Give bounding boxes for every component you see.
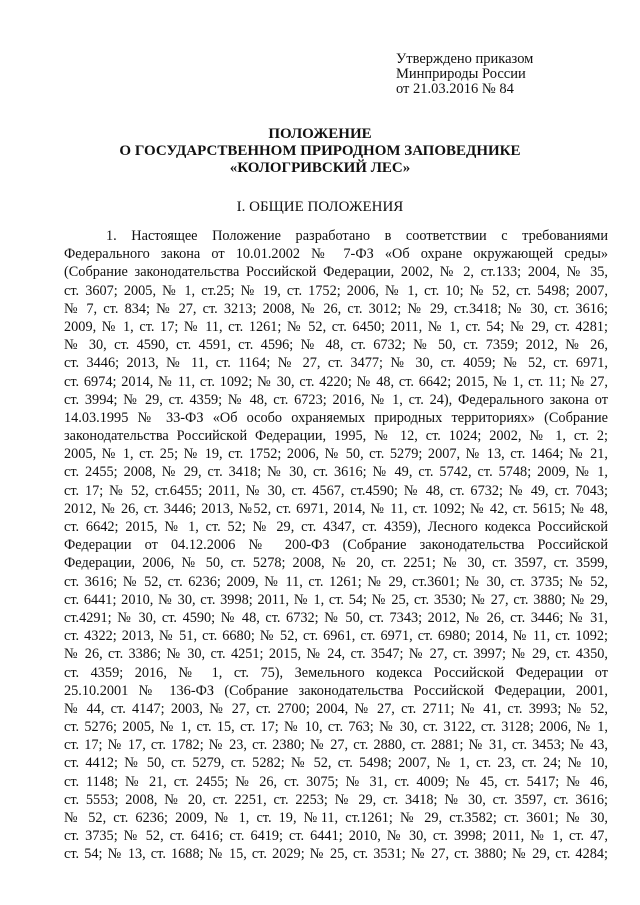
- approval-line-3: от 21.03.2016 № 84: [396, 81, 514, 97]
- paragraph-line: ст. 4322; 2013, № 51, ст. 6680; № 52, ст. 6961, ст. 6971, ст. 6980; 2014, № 11, ст. 1092;: [64, 628, 608, 645]
- section-heading: I. ОБЩИЕ ПОЛОЖЕНИЯ: [236, 199, 404, 215]
- paragraph-line: ст. 3994; № 29, ст. 4359; № 48, ст. 6723; 2016, № 1, ст. 24), Федерального закона от: [64, 391, 608, 408]
- paragraph-line: ст. 17; № 17, ст. 1782; № 23, ст. 2380; № 27, ст. 2880, ст. 2881; № 31, ст. 3453; № 43,: [64, 737, 608, 754]
- paragraph-line: 1. Настоящее Положение разработано в соответствии с требованиями: [106, 228, 608, 244]
- paragraph-line: ст. 4412; № 50, ст. 5279, ст. 5282; № 52, ст. 5498; 2007, № 1, ст. 23, ст. 24; № 10,: [64, 755, 608, 772]
- paragraph-line: (Собрание законодательства Российской Федерации, 2002, № 2, ст.133; 2004, № 35,: [64, 264, 608, 281]
- paragraph-line: ст. 6441; 2010, № 30, ст. 3998; 2011, № 1, ст. 54; № 25, ст. 3530; № 27, ст. 3880; № 29,: [64, 591, 608, 608]
- paragraph-line: Федерального закона от 10.01.2002 № 7-ФЗ «Об охране окружающей среды»: [64, 246, 608, 263]
- paragraph-line: 2005, № 1, ст. 25; № 19, ст. 1752; 2006, № 50, ст. 5279; 2007, № 13, ст. 1464; № 21,: [64, 446, 608, 463]
- paragraph-line: ст.4291; № 30, ст. 4590; № 48, ст. 6732; № 50, ст. 7343; 2012, № 26, ст. 3446; № 31,: [64, 609, 608, 626]
- paragraph-line: законодательства Российской Федерации, 1995, № 12, ст. 1024; 2002, № 1, ст. 2;: [64, 428, 608, 445]
- paragraph-line: ст. 2455; 2008, № 29, ст. 3418; № 30, ст. 3616; № 49, ст. 5742, ст. 5748; 2009, № 1,: [64, 464, 608, 481]
- paragraph-line: 25.10.2001 № 136-ФЗ (Собрание законодательства Российской Федерации, 2001,: [64, 682, 608, 699]
- title-line-1: ПОЛОЖЕНИЕ: [268, 126, 372, 142]
- title-line-3: «КОЛОГРИВСКИЙ ЛЕС»: [229, 160, 411, 176]
- paragraph-line: ст. 6974; 2014, № 11, ст. 1092; № 30, ст. 4220; № 48, ст. 6642; 2015, № 1, ст. 11; № 27,: [64, 373, 608, 390]
- paragraph-line: ст. 1148; № 21, ст. 2455; № 26, ст. 3075; № 31, ст. 4009; № 45, ст. 5417; № 46,: [64, 773, 608, 790]
- document-title: [60, 126, 580, 177]
- paragraph-line: ст. 17; № 52, ст.6455; 2011, № 30, ст. 4567, ст.4590; № 48, ст. 6732; № 49, ст. 7043;: [64, 482, 608, 499]
- paragraph-line: ст. 3607; 2005, № 1, ст.25; № 19, ст. 1752; 2006, № 1, ст. 10; № 52, ст. 5498; 2007,: [64, 282, 608, 299]
- paragraph-line: ст. 6642; 2015, № 1, ст. 52; № 29, ст. 4347, ст. 4359), Лесного кодекса Российской: [64, 519, 608, 535]
- paragraph-line: № 7, ст. 834; № 27, ст. 3213; 2008, № 26, ст. 3012; № 29, ст.3418; № 30, ст. 3616;: [64, 300, 608, 317]
- paragraph-line: 14.03.1995 № 33-ФЗ «Об особо охраняемых природных территориях» (Собрание: [64, 409, 608, 426]
- paragraph-line: № 52, ст. 6236; 2009, № 1, ст. 19, №11, ст.1261; № 29, ст.3582; ст. 3601; № 30,: [64, 810, 608, 826]
- paragraph-line: № 26, ст. 3386; № 30, ст. 4251; 2015, № 24, ст. 3547; № 27, ст. 3997; № 29, ст. 4350,: [64, 646, 608, 663]
- paragraph-line: 2012, № 26, ст. 3446; 2013, №52, ст. 6971, 2014, № 11, ст. 1092; № 42, ст. 5615; № 48,: [64, 500, 608, 517]
- approval-stamp: [396, 52, 626, 97]
- paragraph-line: ст. 3616; № 52, ст. 6236; 2009, № 11, ст. 1261; № 29, ст.3601; № 30, ст. 3735; № 52,: [64, 573, 608, 590]
- paragraph-line: ст. 5276; 2005, № 1, ст. 15, ст. 17; № 10, ст. 763; № 30, ст. 3122, ст. 3128; 2006, № 1,: [64, 719, 608, 736]
- paragraph-line: ст. 54; № 13, ст. 1688; № 15, ст. 2029; № 25, ст. 3531; № 27, ст. 3880; № 29, ст. 4284;: [64, 846, 608, 863]
- approval-line-2: Минприроды России: [396, 66, 526, 82]
- title-line-2: О ГОСУДАРСТВЕННОМ ПРИРОДНОМ ЗАПОВЕДНИКЕ: [119, 143, 521, 159]
- paragraph-line: ст. 3446; 2013, № 11, ст. 1164; № 27, ст. 3477; № 30, ст. 4059; № 52, ст. 6971,: [64, 355, 608, 372]
- paragraph-line: ст. 5553; 2008, № 20, ст. 2251, ст. 2253; № 29, ст. 3418; № 30, ст. 3597, ст. 3616;: [64, 791, 608, 808]
- paragraph-line: Федерации от 04.12.2006 № 200-ФЗ (Собрание законодательства Российской: [64, 537, 608, 554]
- approval-line-1: Утверждено приказом: [396, 51, 534, 67]
- paragraph-line: № 44, ст. 4147; 2003, № 27, ст. 2700; 2004, № 27, ст. 2711; № 41, ст. 3993; № 52,: [64, 700, 608, 717]
- paragraph-1: [64, 227, 608, 864]
- paragraph-line: ст. 3735; № 52, ст. 6416; ст. 6419; ст. 6441; 2010, № 30, ст. 3998; 2011, № 1, ст. 47,: [64, 828, 608, 845]
- paragraph-line: 2009, № 1, ст. 17; № 11, ст. 1261; № 52, ст. 6450; 2011, № 1, ст. 54; № 29, ст. 4281;: [64, 318, 608, 335]
- paragraph-line: ст. 4359; 2016, № 1, ст. 75), Земельного кодекса Российской Федерации от: [64, 664, 608, 681]
- paragraph-line: № 30, ст. 4590, ст. 4591, ст. 4596; № 48, ст. 6732; № 50, ст. 7359; 2012, № 26,: [64, 337, 608, 354]
- paragraph-line: Федерации, 2006, № 50, ст. 5278; 2008, № 20, ст. 2251; № 30, ст. 3597, ст. 3599,: [64, 555, 608, 572]
